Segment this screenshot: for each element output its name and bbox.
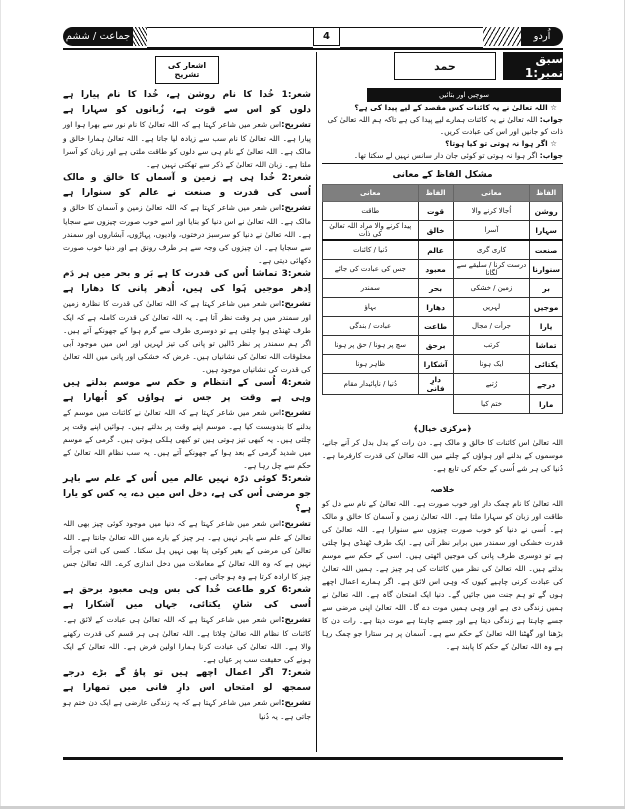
verse-explanation: تشریح:اس شعر میں شاعر کہتا ہے کہ اللہ تعالیٰ ہی عبادت کے لائق ہے۔ کائنات کا نظام اللہ تعالیٰ چلاتا ہے۔ اللہ تعالیٰ ہی ہر قسم کی قدرت رکھنے والا ہے۔ اللہ تعالیٰ کی عبادت کرنا ہمارا اولین فرض ہے۔ اللہ تعالیٰ کے ایک ہونے کی حقیقت سب پر عیاں ہے۔ — [63, 615, 311, 664]
vocab-word: تماشا — [530, 336, 563, 355]
vocab-word: خالق — [418, 221, 453, 241]
verse-number: 5 — [281, 474, 288, 484]
verse-explanation: تشریح:اس شعر میں شاعر کہتا ہے کہ اللہ تعالیٰ کا نام نور سے بھرا ہوا اور پیارا ہے۔ اللہ تعالیٰ کا نام سب سے زیادہ لیا جاتا ہے۔ اللہ تعالیٰ ہمارا خالق و مالک ہے۔ اللہ تعالیٰ کے نام ہی سے دلوں کو طاقت ملتی ہے اور زبان کو آسرا ملتا ہے۔ زبان اللہ تعالیٰ کے ذکر سے تھکتی نہیں ہے۔ — [63, 120, 311, 169]
table-row — [323, 317, 563, 336]
vocab-meaning: جرأت / مجال — [453, 317, 530, 336]
vocab-word: عالم — [418, 240, 453, 260]
table-row — [323, 279, 563, 298]
vocab-meaning: سچ پر ہونا / حق پر ہونا — [323, 336, 419, 355]
verse-label: شعر: — [287, 173, 311, 183]
vocab-meaning: رُتبے — [453, 374, 530, 395]
vocab-meaning: کاری گری — [453, 240, 530, 260]
vocab-meaning: کرتب — [453, 336, 530, 355]
vocab-word: آشکارا — [418, 355, 453, 374]
subject-label: اُردو — [521, 27, 563, 46]
verse-explanation: تشریح:اس شعر میں شاعر کہتا ہے کہ اللہ تعالیٰ زمین و آسمان کا خالق و مالک ہے۔ اللہ تعالیٰ نے اس دنیا کو بنایا اور اسے خوب صورت چیزوں سے سجایا ہے۔ اللہ تعالیٰ نے دنیا کو سرسبز درختوں، وادیوں، پہاڑوں، آبشاروں اور سمندر سے سجایا ہے۔ ان چیزوں کی وجہ سے ہر طرف رونق ہے اور دنیا خوب صورت دکھائی دیتی ہے۔ — [63, 203, 311, 265]
verse-line: شعر:6 کرو طاعت خُدا کی بس وہی معبود برحق ہے — [63, 585, 311, 595]
vocab-title: مشکل الفاظ کے معانی — [392, 170, 493, 180]
verse-explanation: تشریح:اس شعر میں شاعر کہتا ہے کہ یہ زندگی عارضی ہے ایک دن ختم ہو جاتی ہے۔ یہ دُنیا — [63, 698, 311, 721]
header-stripes — [133, 27, 147, 46]
qa-answer: جواب: اللہ تعالیٰ نے یہ کائنات ہمارے لیے پیدا کی ہے تاکہ ہم اللہ تعالیٰ کی ذات کو جانیں اور اس کی عبادت کریں۔ — [327, 115, 563, 136]
class-label: جماعت / ششم — [63, 27, 133, 46]
verse-line: اُسی کی شانِ یکتائی، جہاں میں آشکارا ہے — [63, 600, 311, 610]
summary-text: اللہ تعالیٰ کا نام چمک دار اور خوب صورت ہے۔ اللہ تعالیٰ کے نام سے دل کو طاقت اور زبان کو سہارا ملتا ہے۔ اللہ تعالیٰ زمین و آسمان کا خالق و مالک ہے۔ اُسی نے دنیا کو خوب صورت چیزوں سے سنوارا ہے۔ اللہ تعالیٰ کی قدرت خشکی اور سمندر میں برابر نظر آتی ہے۔ ایک طرف ٹھنڈی ہوا چلتی ہے تو دوسری طرف پانی کی موجیں اٹھتی ہیں۔ اسی کے حکم سے موسم بدلتے ہیں۔ اللہ تعالیٰ کی نظر میں کائنات کی ہر چیز ہے۔ ہمیں اللہ تعالیٰ کی عبادت کرنی چاہیے کیوں کہ وہی اس لائق ہے۔ اگر ہمارے اعمال اچھے ہوں گے تو ہم جنت میں جائیں گے۔ دنیا ایک امتحان گاہ ہے۔ اللہ تعالیٰ نے ہمیں زندگی دی ہے اور وہی ہمیں موت دے گا۔ اللہ تعالیٰ اپنی مرضی سے جسے چاہتا ہے زندگی دیتا ہے اور جسے چاہتا ہے موت دیتا ہے۔ رات دن کا بڑھنا اور گھٹنا اللہ تعالیٰ کے حکم سے ہے۔ آسمان پر ہر ستارا جو چمک رہا ہے وہ اللہ تعالیٰ کے حکم کا پابند ہے۔ — [322, 499, 563, 651]
star-icon: ☆ — [550, 139, 557, 148]
lesson-number: سبق نمبر:1 — [503, 52, 563, 80]
vocab-word: یارا — [530, 317, 563, 336]
verse-label: شعر: — [287, 585, 311, 595]
vocab-meaning: عبادت / بندگی — [323, 317, 419, 336]
vocab-meaning: زمین / خشکی — [453, 279, 530, 298]
vocab-meaning: آسرا — [453, 221, 530, 241]
table-header: الفاظ — [530, 185, 563, 202]
table-header: معانی — [453, 185, 530, 202]
vocab-meaning: لہریں — [453, 298, 530, 317]
verse-line: شعر:7 اگر اعمال اچھے ہیں تو پاؤ گے بڑے درجے — [63, 668, 311, 678]
table-row — [323, 374, 563, 395]
bottom-rule — [63, 757, 563, 760]
header-band — [340, 27, 483, 48]
verse-line: شعر:1 خُدا کا نام روشن ہے، خُدا کا نام پیارا ہے — [63, 90, 311, 100]
vocab-word — [418, 395, 453, 414]
verse-number: 2 — [281, 173, 288, 183]
vocab-table — [322, 184, 563, 414]
vocab-meaning: سمندر — [323, 279, 419, 298]
explanation-label: تشریح: — [281, 615, 311, 625]
vocab-word: یکتائی — [530, 355, 563, 374]
explanation-title: اشعار کی تشریح — [155, 56, 219, 84]
verse-number: 7 — [281, 668, 288, 678]
verse-number: 3 — [281, 269, 288, 279]
vocab-word: سنوارنا — [530, 260, 563, 279]
verse-label: شعر: — [287, 668, 311, 678]
table-header: معانی — [323, 185, 419, 202]
explanation-label: تشریح: — [281, 120, 311, 130]
vocab-meaning: بہاؤ — [323, 298, 419, 317]
table-header: الفاظ — [418, 185, 453, 202]
vocab-meaning: جس کی عبادت کی جائے — [323, 260, 419, 279]
explanation-label: تشریح: — [281, 408, 311, 418]
table-row — [323, 221, 563, 241]
vocab-word: روشن — [530, 202, 563, 221]
page-edge — [0, 0, 1, 809]
vocab-meaning: ختم کیا — [453, 395, 530, 414]
vocab-word: معبود — [418, 260, 453, 279]
header-stripes — [483, 27, 521, 46]
vocab-word: صنعت — [530, 240, 563, 260]
explanation-label: تشریح: — [281, 203, 311, 213]
verse-explanation: تشریح:اس شعر میں شاعر کہتا ہے کہ اللہ تعالیٰ نے کائنات میں موسم کے بدلنے کا بندوبست کیا ہے۔ موسم اپنے وقت پر بدلتے ہیں۔ ہوائیں اپنے وقت پر چلتی ہیں۔ یہ کبھی تیز ہوتی ہیں تو کبھی ہلکی ہوتی ہیں۔ گرمی کے موسم میں شدید گرمی کے بعد ہوا کے جھونکے آتے ہیں۔ یہ سب نظام اللہ تعالیٰ کے حکم سے چل رہا ہے۔ — [63, 408, 311, 470]
lesson-title: حمد — [394, 52, 496, 80]
vocab-meaning: درست کرنا / سلیقے سے لگانا — [453, 260, 530, 279]
left-column — [63, 52, 311, 723]
explanation-label: تشریح: — [281, 698, 311, 708]
table-row — [323, 355, 563, 374]
explanation-label: تشریح: — [281, 519, 311, 529]
verse-line: شعر:4 اُسی کے انتظام و حکم سے موسم بدلتے ہیں — [63, 378, 311, 388]
table-row — [323, 202, 563, 221]
vocab-meaning: دُنیا / کائنات — [323, 240, 419, 260]
vocab-meaning: دُنیا / ناپائیدار مقام — [323, 374, 419, 395]
header-band — [147, 27, 313, 48]
verse-line: اُسی کی قدرت و صنعت نے عالم کو سنوارا ہے — [63, 188, 311, 198]
verse-line: جو مرضی اُس کی ہے، دخل اس میں دے، یہ کس کو یارا ہے؟ — [63, 489, 311, 514]
qa-answer: جواب: اگر ہوا نہ ہوتی تو کوئی جان دار سانس نہیں لے سکتا تھا۔ — [353, 151, 563, 160]
vocab-word: طاعت — [418, 317, 453, 336]
verse-explanation: تشریح:اس شعر میں شاعر کہتا ہے کہ دنیا میں موجود کوئی چیز بھی اللہ تعالیٰ کے علم سے باہر نہیں ہے۔ ہر چیز کے بارے میں اللہ تعالیٰ جانتا ہے۔ اللہ تعالیٰ کی مرضی کے بغیر کوئی پتا بھی نہیں ہل سکتا۔ کسی کی اتنی جرأت نہیں ہے کہ وہ اللہ تعالیٰ کے معاملات میں دخل اندازی کرے۔ اللہ تعالیٰ جس چیز کا ارادہ کرتا ہے وہ ہو جاتی ہے۔ — [63, 519, 311, 581]
verse-line: شعر:5 کوئی ذرّہ نہیں عالم میں اُس کے علم سے باہر — [63, 474, 311, 484]
vocab-word: درجے — [530, 374, 563, 395]
table-row — [323, 395, 563, 414]
right-column — [322, 52, 563, 653]
explanation-label: تشریح: — [281, 299, 311, 309]
verse-number: 6 — [281, 585, 288, 595]
verse-number: 1 — [281, 90, 288, 100]
verse-label: شعر: — [287, 474, 311, 484]
verse-line: سمجھ لو امتحاں اس دارِ فانی میں تمھارا ہے — [63, 683, 311, 693]
qa-question: ☆ اللہ تعالیٰ نے یہ کائنات کس مقصد کے لیے پیدا کی ہے؟ — [354, 103, 557, 112]
vocab-word: قوت — [418, 202, 453, 221]
page-header — [63, 26, 563, 48]
star-icon: ☆ — [550, 103, 557, 112]
vocab-meaning: ایک ہونا — [453, 355, 530, 374]
table-row — [323, 336, 563, 355]
central-idea-text: اللہ تعالیٰ اس کائنات کا خالق و مالک ہے۔ دن رات کے بدل بدل کر آنے جانے، موسموں کے بدلنے اور ہواؤں کے چلنے میں اللہ تعالیٰ کی قدرت کارفرما ہے۔ دُنیا کی ہر شے اُسی کے حکم کی تابع ہے۔ — [322, 438, 563, 473]
table-row — [323, 240, 563, 260]
table-row — [323, 298, 563, 317]
header-rule — [63, 48, 563, 50]
verse-label: شعر: — [287, 90, 311, 100]
vocab-word: بر — [530, 279, 563, 298]
vocab-word: بحر — [418, 279, 453, 298]
column-divider — [316, 52, 317, 752]
verse-line: وہی ہے وقت پر جس نے ہواؤں کو اُبھارا ہے — [63, 393, 311, 403]
vocab-meaning: طاقت — [323, 202, 419, 221]
table-row — [323, 260, 563, 279]
vocab-meaning — [323, 395, 419, 414]
verse-line: شعر:3 تماشا اُس کی قدرت کا ہے بَر و بحر میں ہر دَم — [63, 269, 311, 279]
lesson-heading — [322, 52, 563, 82]
page-number: 4 — [313, 27, 340, 46]
vocab-word: مارا — [530, 395, 563, 414]
central-idea-heading: ﴿مرکزی خیال﴾ — [413, 424, 472, 433]
qa-section — [322, 102, 563, 164]
verse-line: دلوں کو اس سے قوت ہے، زُبانوں کو سہارا ہے — [63, 105, 311, 115]
vocab-meaning: ظاہر ہونا — [323, 355, 419, 374]
verse-explanation: تشریح:اس شعر میں شاعر کہتا ہے کہ اللہ تعالیٰ کی قدرت کا نظارہ زمین اور سمندر میں ہر وقت نظر آتا ہے۔ یہ اللہ تعالیٰ کی قدرت کاملہ ہے کہ ایک طرف ٹھنڈی ہوا چلتی ہے تو دوسری طرف سے گرم ہوا کے جھونکے آتے ہیں۔ اگر ہم سمندر پر نظر ڈالیں تو پانی کی تیز لہریں اور اس میں موجود آبی مخلوقات اللہ تعالیٰ کی نشانیاں ہیں۔ غرض کہ خشکی اور پانی میں اللہ تعالیٰ کی قدرت کی نشانیاں موجود ہیں۔ — [63, 299, 311, 374]
vocab-word: سہارا — [530, 221, 563, 241]
summary-heading: خلاصہ — [430, 485, 455, 494]
vocab-word: دارِ فانی — [418, 374, 453, 395]
verse-line: شعر:2 خُدا ہی ہے زمین و آسماں کا خالق و مالک — [63, 173, 311, 183]
vocab-word: دھارا — [418, 298, 453, 317]
divider — [322, 163, 563, 164]
verse-label: شعر: — [287, 378, 311, 388]
verse-label: شعر: — [287, 269, 311, 279]
vocab-word: موجیں — [530, 298, 563, 317]
verse-number: 4 — [281, 378, 288, 388]
qa-question: ☆ اگر ہوا نہ ہوتی تو کیا ہوتا؟ — [445, 139, 557, 148]
vocab-meaning: اُجالا کرنے والا — [453, 202, 530, 221]
vocab-meaning: پیدا کرنے والا مراد اللہ تعالیٰ کی ذات — [323, 221, 419, 241]
qa-heading: سوچیں اور بتائیں — [367, 88, 561, 102]
verse-line: اِدھر موجیں ہَوا کی ہیں، اُدھر پانی کا دھارا ہے — [63, 284, 311, 294]
vocab-word: برحق — [418, 336, 453, 355]
